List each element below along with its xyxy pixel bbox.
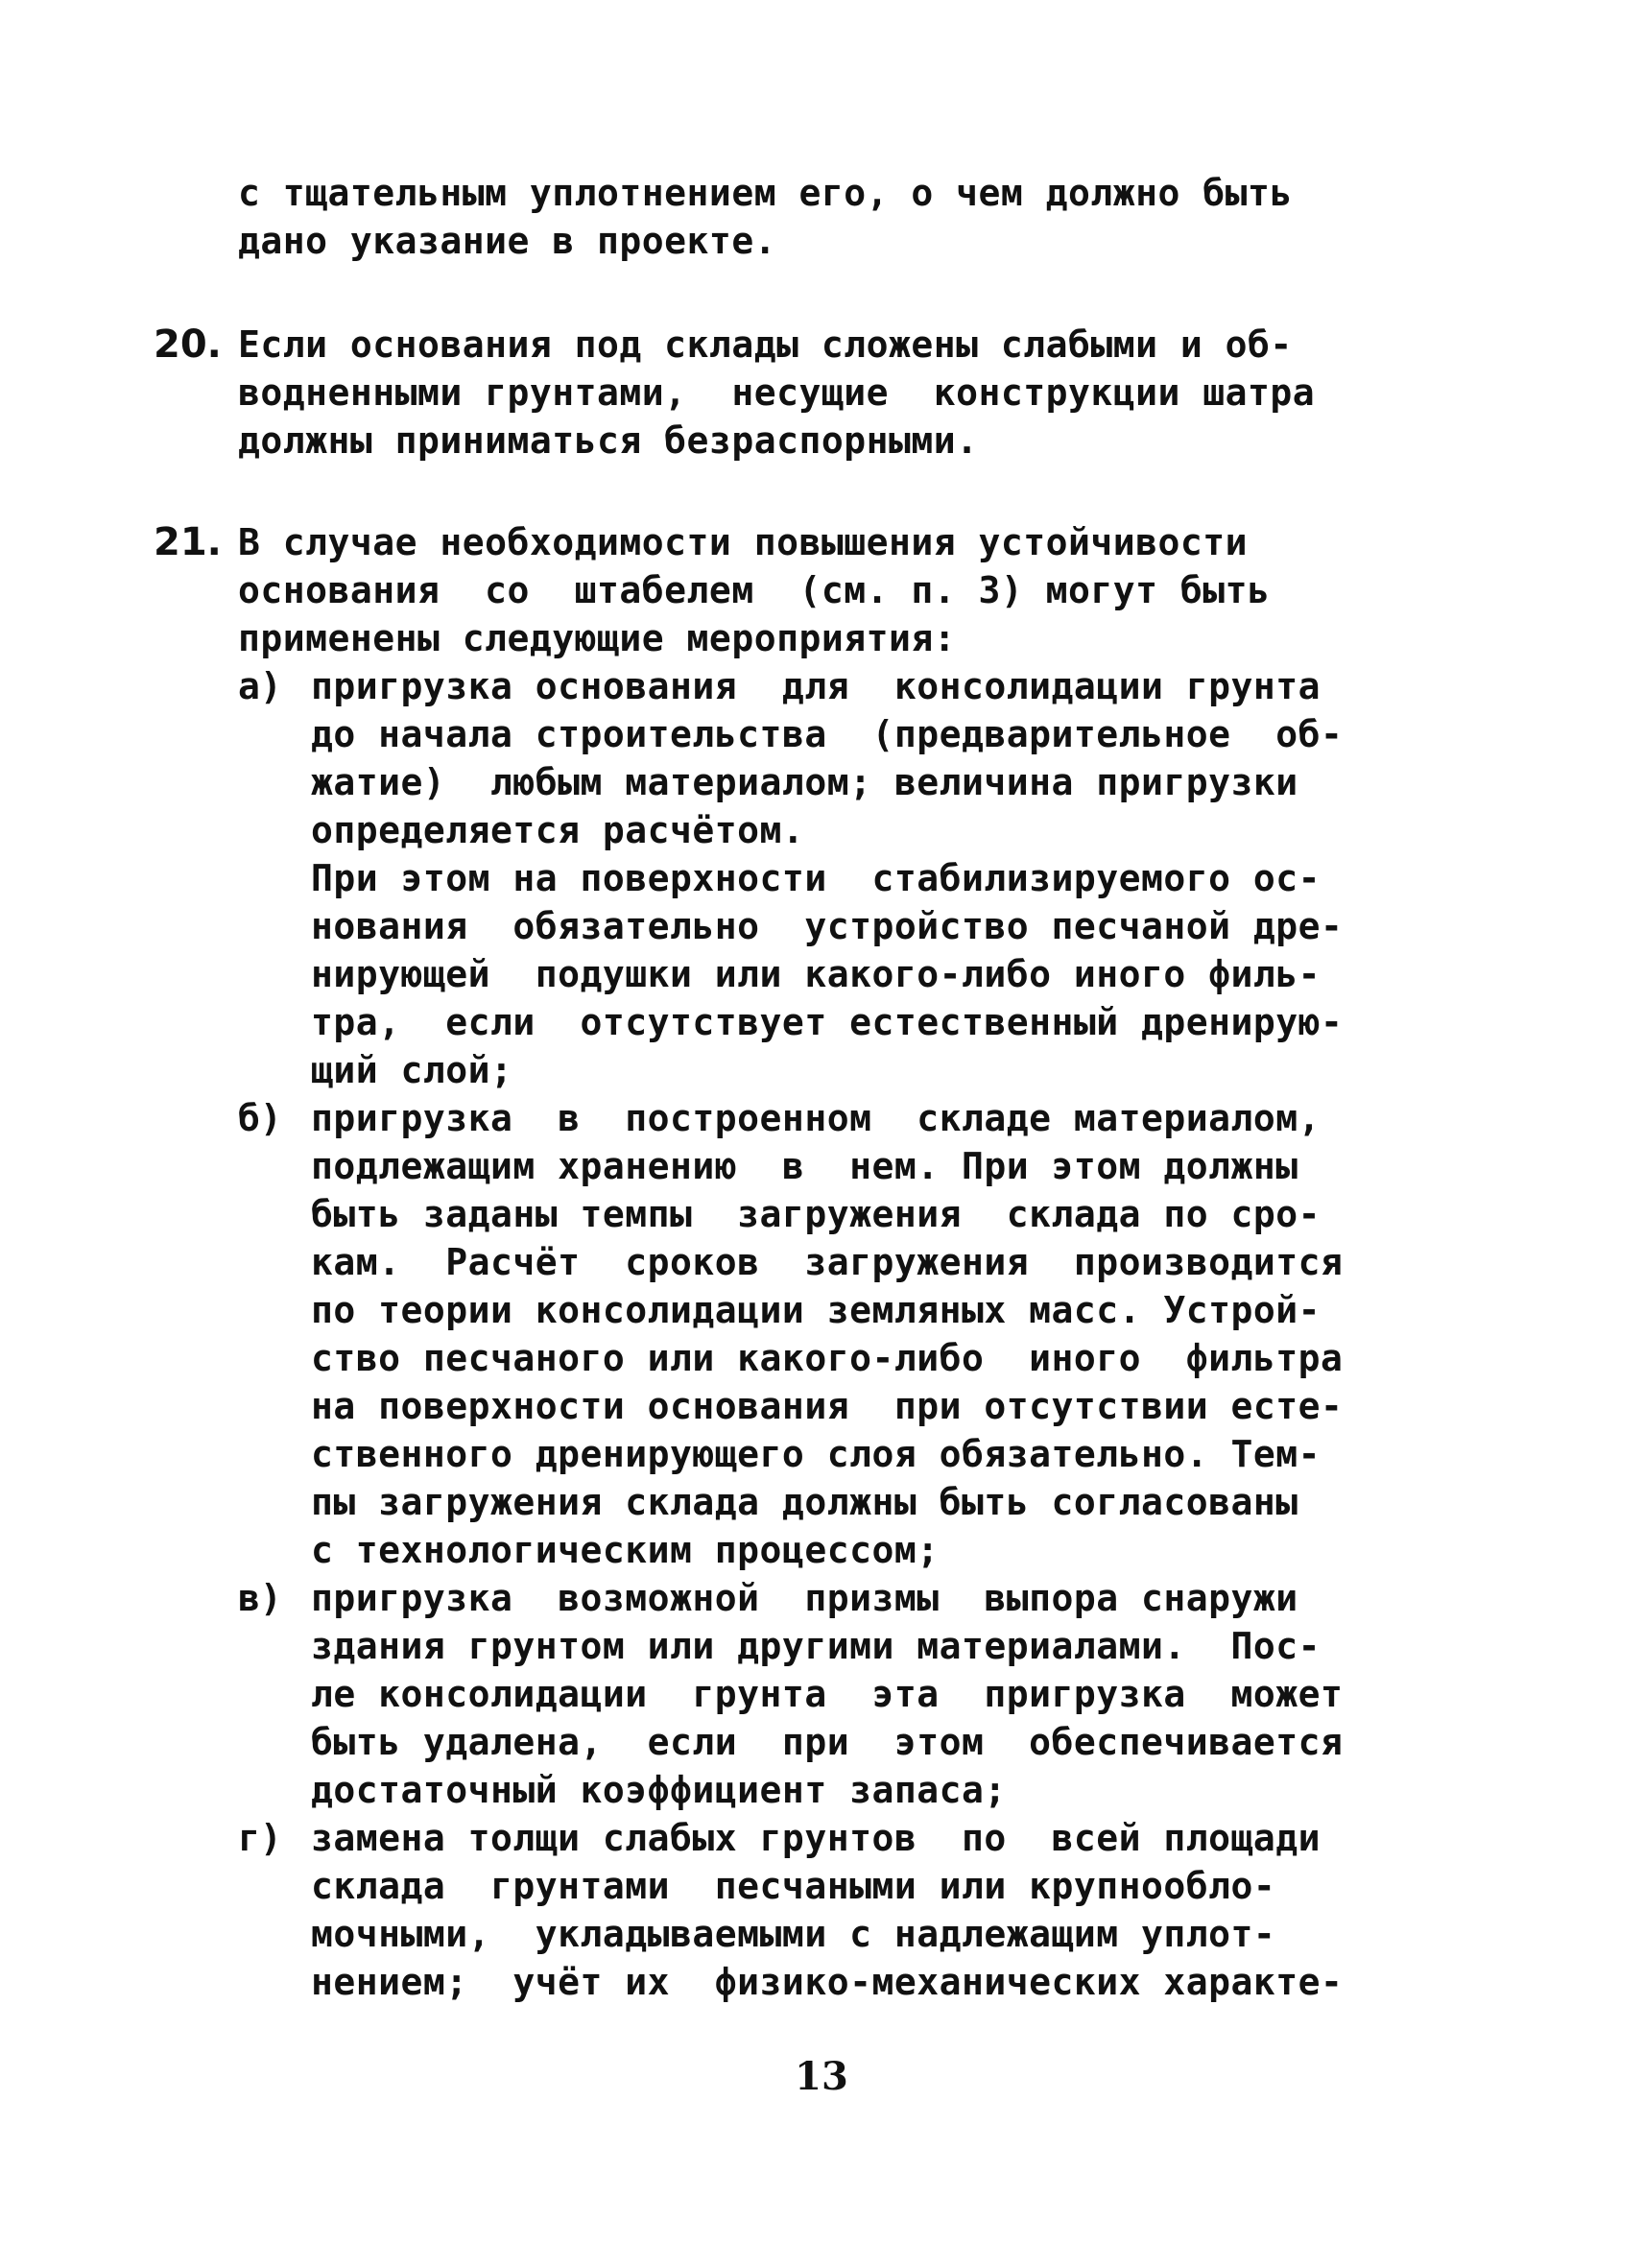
subitem-a-line: нования обязательно устройство песчаной дре- [311, 905, 1344, 947]
subitem-b-line: пы загружения склада должны быть согласованы [311, 1481, 1298, 1523]
subitem-g-line: склада грунтами песчаными или крупнообло- [311, 1865, 1276, 1907]
subitem-b-line: по теории консолидации земляных масс. Устрой- [311, 1289, 1322, 1331]
intro-line: с тщательным уплотнением его, о чем должно быть [238, 172, 1293, 214]
subitem-b-line: с технологическим процессом; [311, 1529, 940, 1571]
item-21-line: В случае необходимости повышения устойчивости [238, 521, 1249, 563]
subitem-g-line: замена толщи слабых грунтов по всей площади [311, 1817, 1322, 1859]
subitem-b-line: на поверхности основания при отсутствии есте- [311, 1385, 1344, 1427]
subitem-v-line: достаточный коэффициент запаса; [311, 1769, 1007, 1811]
subitem-a-line: нирующей подушки или какого-либо иного филь- [311, 953, 1322, 995]
subitem-a-marker: а) [238, 665, 282, 707]
subitem-a-line: жатие) любым материалом; величина пригрузки [311, 761, 1298, 803]
item-20-line: водненными грунтами, несущие конструкции шатра [238, 371, 1316, 414]
subitem-a-line: щий слой; [311, 1049, 513, 1091]
subitem-a-line: определяется расчётом. [311, 809, 805, 851]
item-20-line: Если основания под склады сложены слабыми и об- [238, 323, 1293, 366]
subitem-b-line: подлежащим хранению в нем. При этом должны [311, 1145, 1298, 1187]
item-20-line: должны приниматься безраспорными. [238, 419, 979, 462]
subitem-a-line: тра, если отсутствует естественный дренирую- [311, 1001, 1344, 1043]
item-21-number: 21. [154, 520, 222, 564]
subitem-g-line: мочными, укладываемыми с надлежащим уплот- [311, 1913, 1276, 1955]
item-21-line: основания со штабелем (см. п. 3) могут быть [238, 569, 1271, 611]
subitem-b-marker: б) [238, 1097, 282, 1139]
subitem-v-line: ле консолидации грунта эта пригрузка может [311, 1673, 1344, 1715]
subitem-b-line: пригрузка в построенном складе материалом, [311, 1097, 1322, 1139]
subitem-a-line: до начала строительства (предварительное об- [311, 713, 1344, 755]
subitem-v-line: здания грунтом или другими материалами. Пос- [311, 1625, 1322, 1667]
subitem-v-marker: в) [238, 1577, 282, 1619]
page-number: 13 [795, 2054, 848, 2099]
subitem-v-line: быть удалена, если при этом обеспечивается [311, 1721, 1344, 1763]
subitem-b-line: кам. Расчёт сроков загружения производится [311, 1241, 1344, 1283]
subitem-v-line: пригрузка возможной призмы выпора снаружи [311, 1577, 1298, 1619]
intro-line: дано указание в проекте. [238, 220, 777, 262]
item-21-line: применены следующие мероприятия: [238, 617, 957, 659]
subitem-g-marker: г) [238, 1817, 282, 1859]
subitem-a-line: При этом на поверхности стабилизируемого ос- [311, 857, 1322, 899]
item-20-number: 20. [154, 322, 222, 367]
subitem-b-line: ство песчаного или какого-либо иного фильтра [311, 1337, 1344, 1379]
subitem-b-line: ственного дренирующего слоя обязательно. Тем- [311, 1433, 1322, 1475]
subitem-b-line: быть заданы темпы загружения склада по сро- [311, 1193, 1322, 1235]
subitem-g-line: нением; учёт их физико-механических характе- [311, 1961, 1344, 2003]
subitem-a-line: пригрузка основания для консолидации грунта [311, 665, 1322, 707]
